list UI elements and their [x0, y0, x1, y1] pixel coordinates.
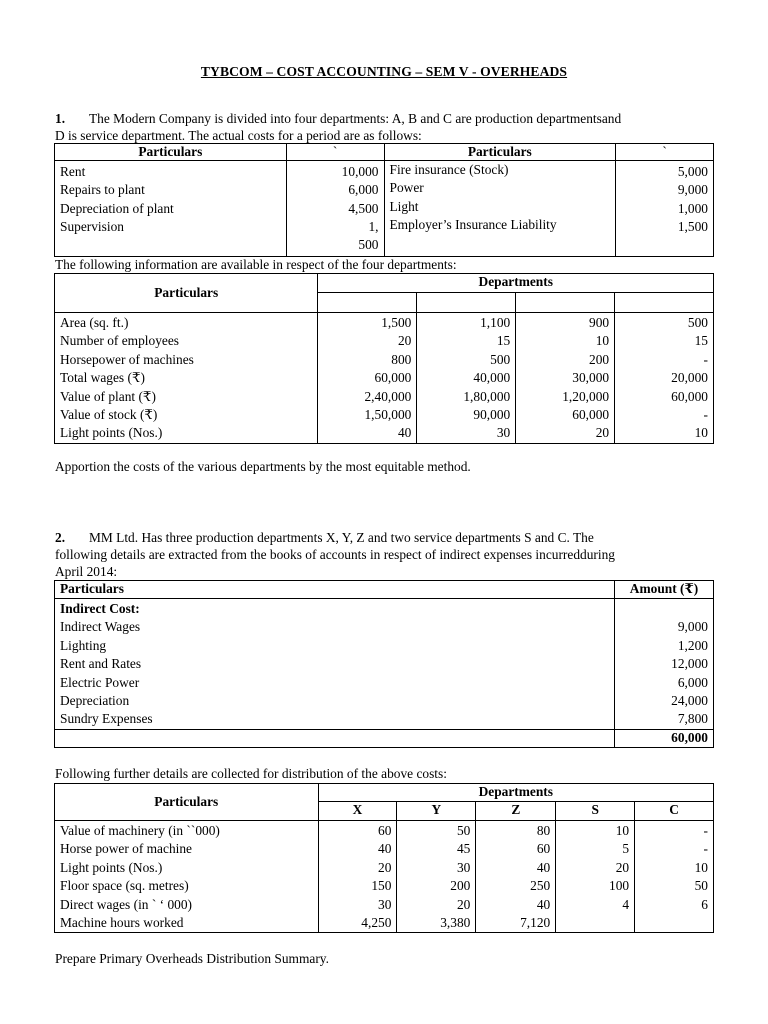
table-cell: 7,120: [520, 914, 551, 930]
table-cell: 24,000: [671, 692, 708, 708]
table-row-label: Indirect Wages: [60, 619, 141, 635]
table-cell: 500: [490, 351, 511, 367]
q2-dist-table: [54, 783, 714, 933]
q1-number: 1.: [55, 111, 66, 126]
table-cell: 1,20,000: [562, 388, 610, 404]
table-cell: -: [703, 823, 708, 838]
q1-costs-body-row: [55, 161, 714, 257]
q2-intro: [55, 529, 715, 580]
table-cell: 40: [397, 425, 412, 441]
table-row-label: Direct wages (in ` ‘ 000): [60, 896, 192, 912]
q1-costs-left-items: [55, 161, 287, 257]
list-item: 5,000: [677, 164, 708, 179]
table-row-label: Light points (Nos.): [60, 425, 163, 441]
q2-dist-dept-x: X: [318, 802, 397, 821]
table-cell: 15: [694, 333, 708, 349]
q2-indirect-subheading: Indirect Cost:: [60, 601, 140, 616]
q2-indirect-amounts: [615, 599, 714, 730]
list-item: 10,000: [341, 164, 379, 179]
q1-dept-col-a: [318, 293, 417, 313]
q2-indirect-header-row: [55, 581, 714, 599]
list-item: 4,500: [348, 200, 379, 216]
q1-costs-header-particulars-left: Particulars: [55, 144, 287, 161]
q2-intro-line2: following details are extracted from the books of accounts in respect of indirect expenses incurredduring: [55, 547, 615, 562]
q2-intro-line1: MM Ltd. Has three production departments X, Y, Z and two service departments S and C. The: [89, 530, 594, 545]
table-cell: 900: [589, 315, 610, 330]
q2-dist-values-z: [476, 821, 556, 933]
table-cell: 10: [694, 859, 708, 875]
table-cell: 60: [378, 823, 392, 838]
table-cell: 90,000: [473, 406, 511, 422]
q2-dist-header-row: [55, 784, 714, 802]
list-item: Supervision: [60, 218, 124, 234]
q2-indirect-header-amount: Amount (₹): [615, 581, 714, 599]
q1-dept-values-c: [516, 313, 615, 444]
table-cell: 30: [378, 896, 392, 912]
table-cell: [561, 914, 629, 932]
table-cell: 40: [536, 896, 551, 912]
list-item: 6,000: [348, 182, 379, 198]
q2-dist-values-y: [397, 821, 476, 933]
table-cell: 5: [622, 841, 630, 857]
q1-dept-col-c: [516, 293, 615, 313]
q2-dist-header-departments: Departments: [318, 784, 713, 802]
table-row-label: Light points (Nos.): [60, 859, 163, 875]
table-cell: 50: [456, 823, 471, 838]
q2-dist-dept-y: Y: [397, 802, 476, 821]
table-cell: 2,40,000: [364, 388, 412, 404]
table-cell: -: [703, 841, 708, 857]
table-cell: 6: [701, 896, 708, 912]
q2-instruction: Prepare Primary Overheads Distribution Summary.: [55, 951, 329, 966]
q2-indirect-header-particulars: Particulars: [55, 581, 615, 599]
table-cell: -: [703, 351, 708, 367]
q1-intro: [55, 110, 715, 144]
q1-costs-table: [54, 143, 714, 257]
table-cell: 15: [496, 333, 511, 349]
table-cell: 10: [595, 333, 610, 349]
table-cell: 40: [536, 859, 551, 875]
q1-info-line: The following information are available in respect of the four departments:: [55, 257, 457, 272]
q2-dist-header-particulars: Particulars: [55, 784, 319, 821]
table-cell: [640, 914, 708, 932]
table-row-label: Number of employees: [60, 333, 179, 349]
table-cell: 20: [615, 859, 630, 875]
table-row-label: Floor space (sq. metres): [60, 878, 189, 894]
table-row-label: Total wages (₹): [60, 370, 145, 386]
table-cell: 7,800: [677, 711, 708, 727]
list-item: 1,500: [677, 218, 708, 234]
table-cell: 80: [536, 823, 551, 838]
table-row-label: Lighting: [60, 637, 107, 653]
table-cell: 500: [687, 315, 708, 330]
table-row-label: Depreciation: [60, 692, 130, 708]
q2-dist-dept-s: S: [556, 802, 635, 821]
list-item: Power: [389, 180, 424, 196]
table-row-label: Rent and Rates: [60, 656, 142, 672]
q1-dept-values-a: [318, 313, 417, 444]
table-cell: 9,000: [677, 619, 708, 635]
q1-dept-labels: [55, 313, 318, 444]
q1-costs-header-particulars-right: Particulars: [384, 144, 616, 161]
table-cell: 30: [456, 859, 471, 875]
q1-instruction: Apportion the costs of the various departments by the most equitable method.: [55, 459, 471, 474]
table-cell: 1,50,000: [364, 406, 412, 422]
q1-dept-col-b: [417, 293, 516, 313]
q1-costs-right-items: [384, 161, 616, 257]
table-cell: 4: [622, 896, 630, 912]
table-row-label: Horse power of machine: [60, 841, 192, 857]
table-cell: 250: [530, 878, 551, 894]
q2-indirect-total: 60,000: [615, 729, 714, 747]
q2-indirect-labels: [55, 599, 615, 730]
q1-costs-header-row: [55, 144, 714, 161]
table-cell: 30: [496, 425, 511, 441]
table-row-label: Value of machinery (in ``000): [60, 823, 220, 838]
q1-dept-header-departments: Departments: [318, 274, 714, 293]
list-item: Fire insurance (Stock): [389, 162, 509, 177]
q1-intro-line2: D is service department. The actual costs for a period are as follows:: [55, 128, 422, 143]
table-cell: 200: [450, 878, 471, 894]
table-cell: 20: [378, 859, 392, 875]
list-item: Depreciation of plant: [60, 200, 174, 216]
table-cell: 1,80,000: [463, 388, 511, 404]
q1-dept-values-b: [417, 313, 516, 444]
table-row-label: Machine hours worked: [60, 914, 184, 930]
table-cell: 45: [456, 841, 471, 857]
table-cell: 800: [391, 351, 412, 367]
q1-dept-header-particulars: Particulars: [55, 274, 318, 313]
table-cell: 20: [456, 896, 471, 912]
q1-dept-table: [54, 273, 714, 444]
table-row-label: Electric Power: [60, 674, 140, 690]
list-item: 1,: [368, 218, 379, 234]
table-cell: 150: [371, 878, 392, 894]
table-cell: 60: [536, 841, 551, 857]
q2-dist-values-c: [635, 821, 714, 933]
list-item: Repairs to plant: [60, 182, 145, 198]
list-item: 1,000: [677, 200, 708, 216]
q2-indirect-body-row: [55, 599, 714, 730]
q2-indirect-total-row: [55, 729, 714, 747]
table-cell: 3,380: [440, 914, 471, 930]
q2-number: 2.: [55, 530, 66, 545]
table-row-label: Horsepower of machines: [60, 351, 194, 367]
table-row-label: Value of stock (₹): [60, 406, 158, 422]
q2-dist-body-row: [55, 821, 714, 933]
table-cell: 40: [378, 841, 392, 857]
q1-costs-header-rupee-left: `: [286, 144, 384, 161]
list-item: Employer’s Insurance Liability: [389, 216, 557, 232]
q2-further-line: Following further details are collected for distribution of the above costs:: [55, 766, 447, 781]
list-item: 9,000: [677, 182, 708, 198]
page-title: TYBCOM – COST ACCOUNTING – SEM V - OVERHEADS: [200, 64, 568, 79]
table-cell: 20: [595, 425, 610, 441]
table-cell: 20: [397, 333, 412, 349]
table-cell: 10: [615, 823, 630, 838]
table-row-label: Area (sq. ft.): [60, 315, 129, 330]
table-cell: 4,250: [361, 914, 392, 930]
q2-dist-labels: [55, 821, 319, 933]
table-cell: -: [703, 406, 708, 422]
table-cell: 60,000: [374, 370, 412, 386]
list-item: 500: [358, 237, 379, 253]
table-cell: 1,500: [381, 315, 412, 330]
q2-dist-values-x: [318, 821, 397, 933]
table-cell: 200: [589, 351, 610, 367]
table-cell: 30,000: [572, 370, 610, 386]
q1-dept-values-d: [615, 313, 714, 444]
q1-dept-body-row: [55, 313, 714, 444]
table-cell: 40,000: [473, 370, 511, 386]
table-row-label: Value of plant (₹): [60, 388, 156, 404]
list-item: Rent: [60, 164, 86, 179]
q2-dist-dept-z: Z: [476, 802, 556, 821]
q2-dist-values-s: [556, 821, 635, 933]
q2-indirect-table: [54, 580, 714, 748]
q1-dept-col-d: [615, 293, 714, 313]
table-cell: 6,000: [677, 674, 708, 690]
q2-indirect-total-label: [55, 729, 615, 747]
q1-costs-header-rupee-right: `: [616, 144, 714, 161]
q1-costs-right-values: [616, 161, 714, 257]
list-item: Light: [389, 198, 419, 214]
table-row-label: Sundry Expenses: [60, 711, 153, 727]
q1-costs-left-values: [286, 161, 384, 257]
table-cell: 100: [609, 878, 630, 894]
table-cell: 1,200: [677, 637, 708, 653]
table-cell: 20,000: [671, 370, 708, 386]
table-cell: 50: [694, 878, 708, 894]
q2-dist-dept-c: C: [635, 802, 714, 821]
table-cell: 60,000: [572, 406, 610, 422]
table-cell: [620, 600, 708, 618]
table-cell: 60,000: [671, 388, 708, 404]
table-cell: 10: [694, 425, 708, 441]
table-cell: 12,000: [671, 656, 708, 672]
table-cell: 1,100: [480, 315, 511, 330]
q1-dept-header-row: [55, 274, 714, 293]
q1-intro-line1: The Modern Company is divided into four departments: A, B and C are production departmentsand: [89, 111, 622, 126]
q2-intro-line3: April 2014:: [55, 564, 118, 579]
